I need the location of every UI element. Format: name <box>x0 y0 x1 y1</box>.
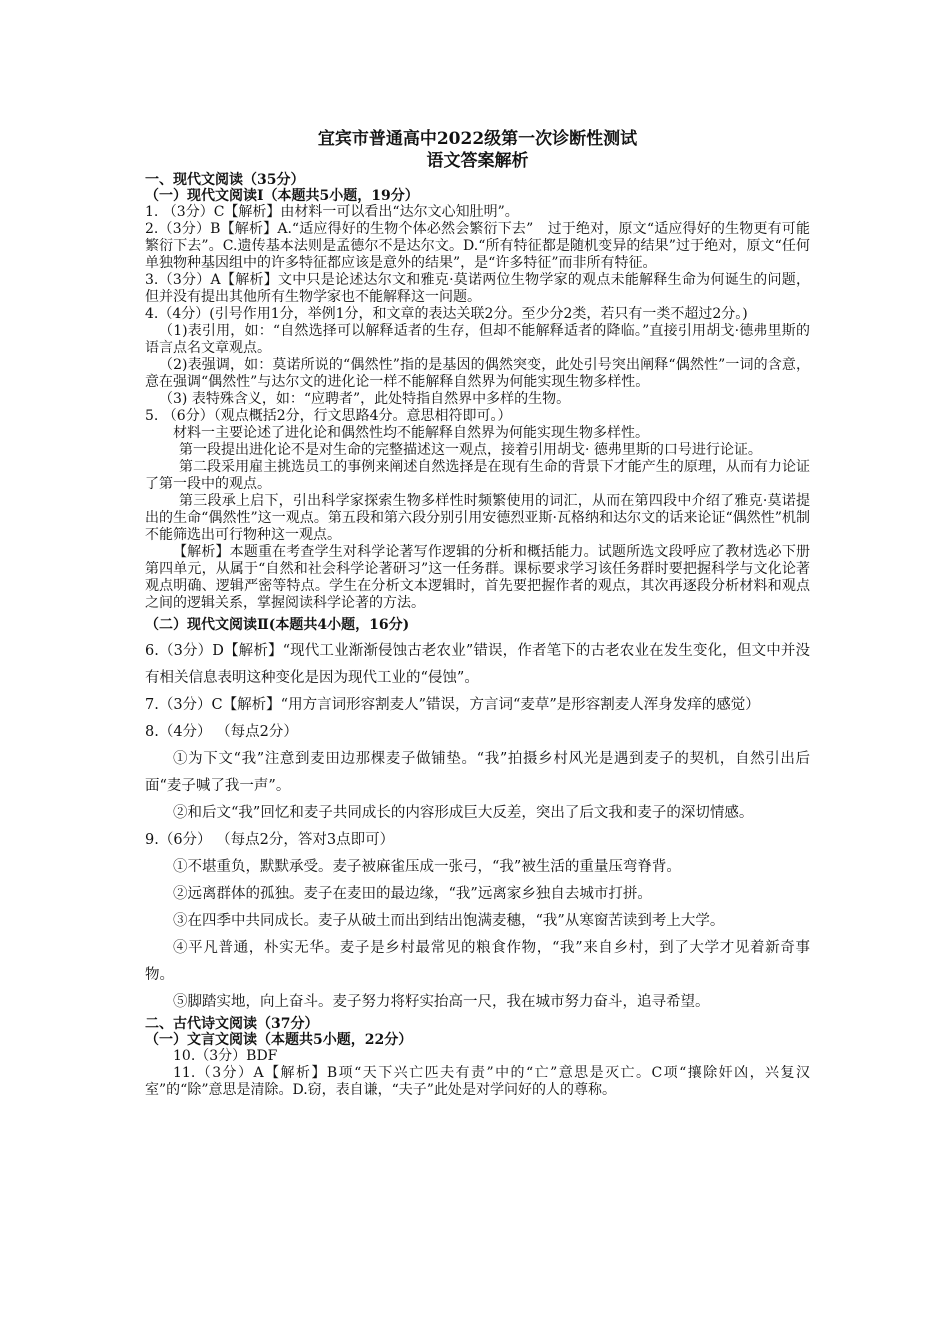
answer-q4-point2: （2)表强调，如：莫诺所说的“偶然性”指的是基因的偶然突变，此处引号突出阐释“偶然性”一词的含意，意在强调“偶然性”与达尔文的进化论一样不能解释自然界为何能实现生物多样性。 <box>145 357 810 390</box>
part1-sub2-section <box>145 612 810 1016</box>
answer-q3: 3.（3分）A【解析】文中只是论述达尔文和雅克·莫诺两位生物学家的观点未能解释生命为何诞生的问题，但并没有提出其他所有生物学家也不能解释这一问题。 <box>145 272 810 305</box>
answer-q1: 1. （3分）C【解析】由材料一可以看出“达尔文心知肚明”。 <box>145 204 519 220</box>
answer-sheet <box>145 128 810 1099</box>
part2-heading: 二、古代诗文阅读（37分） <box>145 1016 319 1032</box>
answer-q5-analysis: 【解析】本题重在考查学生对科学论著写作逻辑的分析和概括能力。试题所选文段呼应了教材选必下册第四单元，从属于“自然和社会科学论著研习”这一任务群。课标要求学习该任务群时要把握科学与文化论著观点明确、逻辑严密等特点。学生在分析文本逻辑时，首先要把握作者的观点，其次再逐段分析材料和观点之间的逻辑关系，掌握阅读科学论著的方法。 <box>145 544 810 611</box>
answer-q9-point5: ⑤脚踏实地，向上奋斗。麦子努力将籽实抬高一尺，我在城市努力奋斗，追寻希望。 <box>173 994 710 1010</box>
answer-q7: 7.（3分）C【解析】“用方言词形容割麦人”错误，方言词“麦草”是形容割麦人浑身发痒的感觉） <box>145 697 760 713</box>
document-title: 宜宾市普通高中2022级第一次诊断性测试 <box>317 129 638 149</box>
answer-q4: 4.（4分）(引号作用1分，举例1分，和文章的表达关联2分。至少分2类，若只有一类不超过2分。) <box>145 306 748 322</box>
answer-q5-point2: 第一段提出进化论不是对生命的完整描述这一观点，接着引用胡戈· 德弗里斯的口号进行论证。 <box>179 442 762 458</box>
answer-q8-point1: ①为下文“我”注意到麦田边那棵麦子做铺垫。“我”拍摄乡村风光是遇到麦子的契机，自然引出后面“麦子喊了我一声”。 <box>145 751 810 794</box>
answer-q2: 2.（3分）B【解析】A.“适应得好的生物个体必然会繁衍下去” 过于绝对，原文“适应得好的生物更有可能繁衍下去”。C.遗传基本法则是孟德尔不是达尔文。D.“所有特征都是随机变异的结果”过于绝对，原文“任何单独物种基因组中的许多特征都应该是意外的结果”，是“许多特征”而非所有特征。 <box>145 221 810 271</box>
answer-q9-point3: ③在四季中共同成长。麦子从破土而出到结出饱满麦穗，“我”从寒窗苦读到考上大学。 <box>173 913 725 929</box>
answer-q8: 8.（4分） （每点2分） <box>145 724 298 740</box>
part1-sub2-heading: （二）现代文阅读Ⅱ(本题共4小题，16分) <box>145 617 410 633</box>
answer-q4-point3: （3) 表特殊含义，如：“应聘者”，此处特指自然界中多样的生物。 <box>159 391 571 407</box>
answer-q9: 9.（6分） （每点2分，答对3点即可） <box>145 832 395 848</box>
answer-q8-point2: ②和后文“我”回忆和麦子共同成长的内容形成巨大反差，突出了后文我和麦子的深切情感。 <box>173 805 754 821</box>
answer-q9-point1: ①不堪重负，默默承受。麦子被麻雀压成一张弓，“我”被生活的重量压弯脊背。 <box>173 859 681 875</box>
answer-q11: 11.（3分）A【解析】B项“天下兴亡匹夫有责”中的“亡”意思是灭亡。C项“攘除奸凶，兴复汉室”的“除”意思是清除。D.窃，表自谦，“夫子”此处是对学问好的人的尊称。 <box>145 1065 810 1098</box>
answer-q5-point4: 第三段承上启下，引出科学家探索生物多样性时频繁使用的词汇，从而在第四段中介绍了雅克·莫诺提出的生命“偶然性”这一观点。第五段和第六段分别引用安德烈亚斯·瓦格纳和达尔文的话来论证“偶然性”机制不能筛选出可行物种这一观点。 <box>145 493 810 543</box>
part1-heading: 一、现代文阅读（35分） <box>145 172 305 188</box>
document-subtitle: 语文答案解析 <box>426 151 529 171</box>
answer-q4-point1: （1)表引用，如：“自然选择可以解释适者的生存，但却不能解释适者的降临。”直接引用胡戈·德弗里斯的语言点名文章观点。 <box>145 323 810 356</box>
part1-sub1-heading: （一）现代文阅读Ⅰ（本题共5小题，19分） <box>145 188 419 204</box>
answer-q5-point1: 材料一主要论述了进化论和偶然性均不能解释自然界为何能实现生物多样性。 <box>173 425 649 441</box>
part2-sub1-heading: （一）文言文阅读（本题共5小题，22分） <box>145 1032 413 1048</box>
answer-q10: 10.（3分）BDF <box>173 1048 278 1064</box>
answer-q6: 6.（3分）D【解析】“现代工业渐渐侵蚀古老农业”错误，作者笔下的古老农业在发生变化，但文中并没有相关信息表明这种变化是因为现代工业的“侵蚀”。 <box>145 643 810 686</box>
answer-q5: 5. （6分）（观点概括2分，行文思路4分。意思相符即可。） <box>145 408 512 424</box>
answer-q9-point4: ④平凡普通，朴实无华。麦子是乡村最常见的粮食作物，“我”来自乡村，到了大学才见着新奇事物。 <box>145 940 810 983</box>
answer-q9-point2: ②远离群体的孤独。麦子在麦田的最边缘，“我”远离家乡独自去城市打拼。 <box>173 886 652 902</box>
answer-q5-point3: 第二段采用雇主挑选员工的事例来阐述自然选择是在现有生命的背景下才能产生的原理，从而有力论证了第一段中的观点。 <box>145 459 810 492</box>
